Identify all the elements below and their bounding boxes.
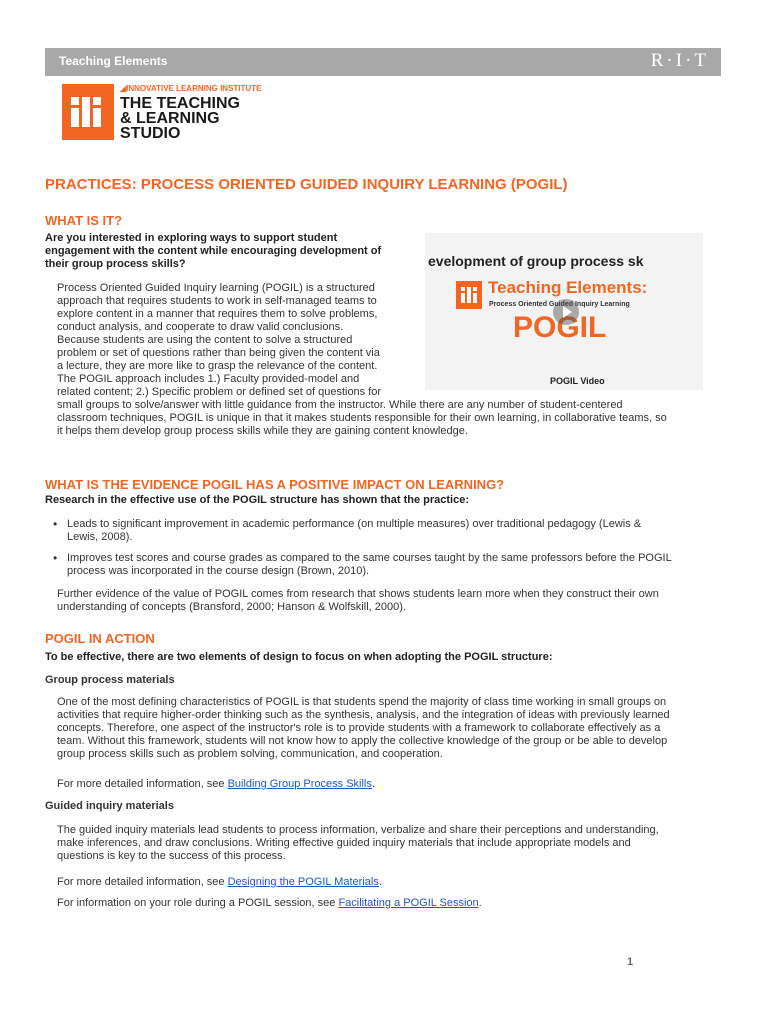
link-building-group-process-skills[interactable]: Building Group Process Skills bbox=[227, 778, 372, 790]
more-info-facilitating: For information on your role during a POGIL session, see Facilitating a POGIL Session. bbox=[57, 897, 482, 909]
rit-wordmark: R·I·T bbox=[650, 50, 709, 71]
section-1-body: Process Oriented Guided Inquiry learning (POGIL) is a structured approach that requires students to work in self-managed teams to explore content in a manner that requires them to solve problems, conduct analysis, and cooperate to draw valid conclusions. Because students are using the content to solve a structured problem or set of questions rather than being given the content via a lecture, they are more like to grasp the relevance of the content. The POGIL approach includes 1.) Faculty provided-model and related content; 2.) Specific problem or defined set of questions for small groups to solve/answer with little guidance from the instructor. While there are any number of student-centered classroom techniques, POGIL is unique in that it makes students responsible for their own learning, in collaborative teams, so it helps them develop group process skills while they are gaining content knowledge. bbox=[57, 282, 667, 437]
studio-name: THE TEACHING & LEARNING STUDIO bbox=[120, 95, 240, 142]
ili-logo-icon bbox=[62, 84, 114, 140]
video-pogil-text: POGIL bbox=[513, 311, 607, 344]
group-process-paragraph: One of the most defining characteristics of POGIL is that students spend the majority of class time working in small groups on activities that require higher-order thinking such as the synthesis, analysis, and the integration of ideas with previously learned concepts. Therefore, one aspect of the instructor's role is to provide students with a framework to collaborate effectively as a team. Without this framework, students will not know how to apply the collective knowledge of the group or be able to develop group process skills such as problem solving, communication, and cooperation. bbox=[57, 696, 670, 760]
subheading-guided-inquiry: Guided inquiry materials bbox=[45, 800, 174, 812]
video-banner-text: evelopment of group process sk bbox=[428, 253, 644, 269]
section-3-lead: To be effective, there are two elements of design to focus on when adopting the POGIL structure: bbox=[45, 651, 553, 663]
header-section-title: Teaching Elements bbox=[59, 54, 168, 68]
subheading-group-process: Group process materials bbox=[45, 674, 175, 686]
video-caption: POGIL Video bbox=[550, 376, 605, 386]
header-bar bbox=[45, 48, 721, 76]
link-facilitating-pogil-session[interactable]: Facilitating a POGIL Session bbox=[338, 897, 479, 909]
list-item: • Leads to significant improvement in academic performance (on multiple measures) over traditional pedagogy (Lewis & Lewis, 2008). bbox=[50, 518, 720, 544]
section-2-paragraph: Further evidence of the value of POGIL comes from research that shows students learn more when they construct their own understanding of concepts (Bransford, 2000; Hanson & Wolfskill, 2000). bbox=[57, 588, 659, 613]
play-icon[interactable] bbox=[553, 299, 579, 325]
page-number: 1 bbox=[627, 956, 634, 968]
ili-logo-icon bbox=[456, 281, 482, 309]
video-title: Teaching Elements: bbox=[488, 278, 648, 297]
studio-logo bbox=[62, 84, 312, 144]
section-2-lead: Research in the effective use of the POGIL structure has shown that the practice: bbox=[45, 494, 470, 506]
more-info-pogil-materials: For more detailed information, see Designing the POGIL Materials. bbox=[57, 876, 382, 888]
list-item: • Improves test scores and course grades as compared to the same courses taught by the same professors before the POGIL process was incorporated in the course design (Brown, 2010). bbox=[50, 552, 720, 578]
section-1-lead: Are you interested in exploring ways to support student engagement with the content while encouraging development of their group process skills? bbox=[45, 232, 382, 270]
more-info-group-process: For more detailed information, see Building Group Process Skills. bbox=[57, 778, 375, 790]
section-heading-pogil-in-action: POGIL IN ACTION bbox=[45, 631, 155, 646]
evidence-list bbox=[50, 518, 720, 586]
section-heading-what-is-it: WHAT IS IT? bbox=[45, 213, 123, 228]
institute-name: ◢INNOVATIVE LEARNING INSTITUTE bbox=[120, 84, 262, 93]
video-subtitle: Process Oriented Guided Inquiry Learning bbox=[489, 301, 630, 308]
section-heading-evidence: WHAT IS THE EVIDENCE POGIL HAS A POSITIVE IMPACT ON LEARNING? bbox=[45, 477, 505, 492]
link-designing-pogil-materials[interactable]: Designing the POGIL Materials bbox=[227, 876, 379, 888]
pogil-video-thumbnail[interactable] bbox=[425, 233, 703, 390]
guided-inquiry-paragraph: The guided inquiry materials lead students to process information, verbalize and share their perceptions and understanding, make inferences, and draw conclusions. Writing effective guided inquiry materials that include appropriate models and questions is key to the success of this process. bbox=[57, 824, 659, 862]
page-title: PRACTICES: PROCESS ORIENTED GUIDED INQUIRY LEARNING (POGIL) bbox=[45, 176, 568, 193]
